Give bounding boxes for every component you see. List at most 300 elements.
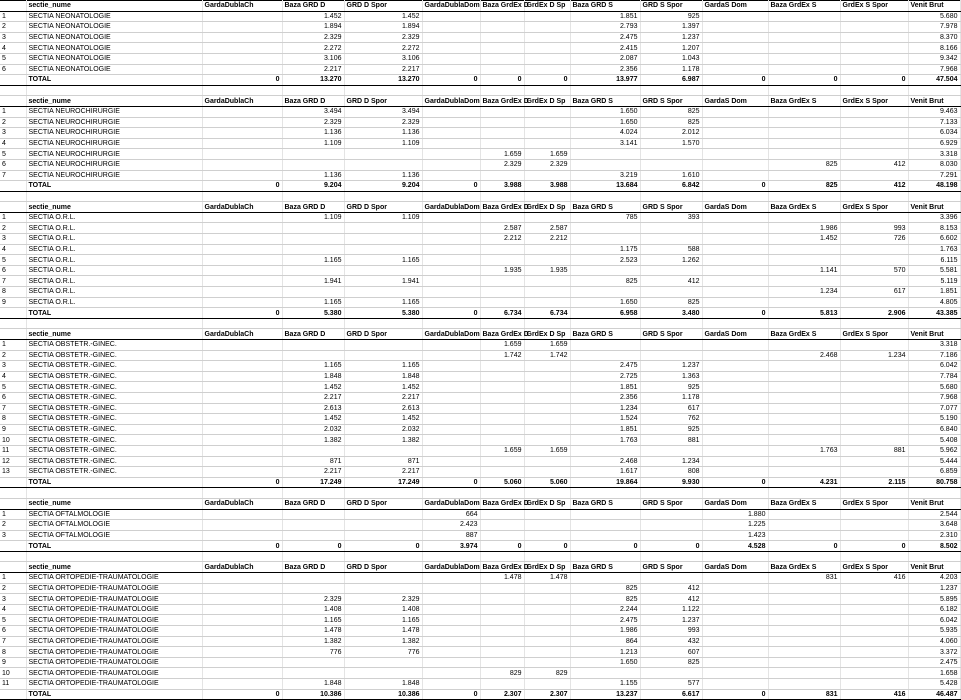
value-cell [480,64,524,75]
value-cell [702,583,768,594]
value-cell: 1.382 [282,435,344,446]
value-cell: 825 [570,276,640,287]
value-cell [640,265,702,276]
value-cell: 1.894 [282,22,344,33]
value-cell: 2.032 [344,424,422,435]
value-cell [840,255,908,266]
value-cell [702,234,768,245]
header-index-cell [0,329,26,340]
column-header: GrdEx D Sp [524,96,570,107]
section-name: SECTIA ORTOPEDIE-TRAUMATOLOGIE [26,668,202,679]
value-cell [768,117,840,128]
value-cell: 664 [422,509,480,520]
empty-cell [344,85,422,96]
empty-cell [344,318,422,329]
value-cell: 871 [344,456,422,467]
row-number: 4 [0,371,26,382]
value-cell [524,117,570,128]
value-cell: 2.272 [282,43,344,54]
value-cell: 1.225 [702,520,768,531]
header-index-cell [0,1,26,12]
value-cell [702,647,768,658]
column-header: Venit Brut [908,329,960,340]
value-cell [202,392,282,403]
value-cell [768,106,840,117]
row-number: 4 [0,244,26,255]
row-number: 9 [0,657,26,668]
value-cell: 825 [640,106,702,117]
column-header: Baza GRD D [282,329,344,340]
value-cell: 9.342 [908,53,960,64]
header-index-cell [0,562,26,573]
value-cell: 8.153 [908,223,960,234]
value-cell [422,234,480,245]
value-cell: 3.106 [344,53,422,64]
value-cell [768,657,840,668]
column-header: sectie_nume [26,1,202,12]
row-number: 3 [0,128,26,139]
row-number: 12 [0,456,26,467]
total-cell: 0 [768,541,840,552]
value-cell [702,170,768,181]
value-cell: 1.234 [570,403,640,414]
value-cell [422,456,480,467]
row-number: 6 [0,64,26,75]
value-cell [480,530,524,541]
empty-cell [282,85,344,96]
value-cell: 726 [840,234,908,245]
value-cell: 1.524 [570,414,640,425]
value-cell: 1.382 [344,435,422,446]
column-header: Baza GrdEx D [480,1,524,12]
column-header: Baza GRD D [282,96,344,107]
value-cell: 2.329 [344,594,422,605]
value-cell [480,255,524,266]
total-cell [0,75,26,86]
value-cell [702,456,768,467]
value-cell [202,657,282,668]
value-cell [480,392,524,403]
value-cell [702,106,768,117]
value-cell [344,340,422,351]
table-row [0,170,960,181]
total-row [0,689,960,700]
value-cell [524,636,570,647]
value-cell: 1.382 [344,636,422,647]
value-cell [422,32,480,43]
empty-cell [840,85,908,96]
total-cell: 0 [422,477,480,488]
empty-cell [570,318,640,329]
table-row [0,128,960,139]
row-number: 2 [0,117,26,128]
value-cell: 1.763 [768,445,840,456]
total-cell: 0 [202,541,282,552]
section-name: SECTIA OBSTETR.-GINEC. [26,414,202,425]
value-cell [840,594,908,605]
section-name: SECTIA OFTALMOLOGIE [26,520,202,531]
value-cell: 3.494 [344,106,422,117]
value-cell [480,371,524,382]
value-cell [640,509,702,520]
value-cell [840,456,908,467]
row-number: 3 [0,594,26,605]
total-cell: 0 [202,308,282,319]
value-cell: 1.659 [524,340,570,351]
value-cell: 2.217 [282,64,344,75]
table-row [0,583,960,594]
section-name: SECTIA ORTOPEDIE-TRAUMATOLOGIE [26,604,202,615]
total-cell: 0 [702,75,768,86]
value-cell [282,159,344,170]
row-number: 3 [0,530,26,541]
column-header: GardaDublaCh [202,498,282,509]
value-cell: 1.165 [344,297,422,308]
table-row [0,668,960,679]
value-cell: 1.423 [702,530,768,541]
value-cell: 1.363 [640,371,702,382]
value-cell: 925 [640,11,702,22]
section-name: SECTIA NEUROCHIRURGIE [26,149,202,160]
section-name: SECTIA ORTOPEDIE-TRAUMATOLOGIE [26,594,202,605]
value-cell [840,170,908,181]
value-cell [422,445,480,456]
value-cell [702,371,768,382]
value-cell [768,64,840,75]
column-header: GardaDublaCh [202,1,282,12]
value-cell [840,414,908,425]
value-cell: 829 [480,668,524,679]
value-cell [840,435,908,446]
value-cell: 2.725 [570,371,640,382]
value-cell [840,583,908,594]
empty-cell [840,318,908,329]
table-row [0,287,960,298]
value-cell [702,573,768,584]
table-row [0,435,960,446]
empty-cell [26,318,202,329]
value-cell: 1.165 [282,361,344,372]
column-header: sectie_nume [26,202,202,213]
value-cell [480,382,524,393]
value-cell: 3.318 [908,340,960,351]
value-cell [524,392,570,403]
total-row [0,477,960,488]
row-number: 8 [0,647,26,658]
value-cell: 1.478 [282,626,344,637]
total-label: TOTAL [26,181,202,192]
column-header: GardaS Dom [702,498,768,509]
value-cell [640,445,702,456]
value-cell: 1.109 [344,138,422,149]
value-cell [282,520,344,531]
value-cell [524,615,570,626]
value-cell [422,11,480,22]
value-cell [768,340,840,351]
value-cell [202,43,282,54]
value-cell [840,11,908,22]
total-cell: 5.813 [768,308,840,319]
empty-cell [570,191,640,202]
value-cell [640,530,702,541]
value-cell [570,287,640,298]
table-row [0,297,960,308]
value-cell: 7.978 [908,22,960,33]
section-name: SECTIA OFTALMOLOGIE [26,509,202,520]
value-cell [840,22,908,33]
empty-cell [768,191,840,202]
table-row [0,149,960,160]
section-name: SECTIA NEUROCHIRURGIE [26,117,202,128]
value-cell [282,265,344,276]
value-cell [480,361,524,372]
value-cell: 825 [570,583,640,594]
value-cell: 2.329 [282,594,344,605]
empty-cell [640,85,702,96]
value-cell: 1.452 [344,414,422,425]
value-cell [524,361,570,372]
value-cell [702,340,768,351]
value-cell [570,265,640,276]
section-name: SECTIA OBSTETR.-GINEC. [26,371,202,382]
column-header: Baza GrdEx D [480,202,524,213]
section-name: SECTIA O.R.L. [26,276,202,287]
section-name: SECTIA NEONATOLOGIE [26,64,202,75]
value-cell [480,138,524,149]
value-cell [344,149,422,160]
value-cell [422,53,480,64]
column-header: Venit Brut [908,498,960,509]
value-cell: 925 [640,382,702,393]
value-cell: 416 [840,573,908,584]
empty-cell [202,551,282,562]
row-number: 6 [0,626,26,637]
value-cell: 2.475 [570,361,640,372]
column-header: GrdEx D Sp [524,1,570,12]
value-cell [524,371,570,382]
value-cell: 412 [840,159,908,170]
value-cell: 6.042 [908,615,960,626]
total-cell: 5.060 [480,477,524,488]
value-cell: 1.207 [640,43,702,54]
empty-cell [422,318,480,329]
empty-cell [202,191,282,202]
value-cell [702,32,768,43]
value-cell: 1.986 [570,626,640,637]
empty-cell [480,488,524,499]
value-cell [524,604,570,615]
column-header: Venit Brut [908,96,960,107]
value-cell: 617 [840,287,908,298]
value-cell [840,128,908,139]
row-number: 2 [0,350,26,361]
total-cell: 4.231 [768,477,840,488]
value-cell: 6.859 [908,467,960,478]
column-header: Baza GrdEx D [480,96,524,107]
value-cell [202,668,282,679]
value-cell [480,456,524,467]
value-cell [480,647,524,658]
column-header: GardaDublaCh [202,202,282,213]
value-cell: 5.408 [908,435,960,446]
total-row [0,75,960,86]
total-cell [0,181,26,192]
value-cell: 1.848 [282,371,344,382]
total-cell: 412 [840,181,908,192]
total-cell: 0 [422,308,480,319]
value-cell [570,445,640,456]
column-header: GRD D Spor [344,329,422,340]
total-cell: 0 [422,181,480,192]
column-header: GrdEx D Sp [524,562,570,573]
value-cell: 5.680 [908,11,960,22]
value-cell [702,382,768,393]
value-cell: 3.141 [570,138,640,149]
column-header: GrdEx S Spor [840,498,908,509]
value-cell: 1.650 [570,117,640,128]
value-cell [422,371,480,382]
value-cell: 1.848 [344,371,422,382]
value-cell: 1.165 [344,255,422,266]
value-cell [702,392,768,403]
value-cell [840,149,908,160]
value-cell [202,170,282,181]
table-row [0,445,960,456]
total-cell: 6.734 [524,308,570,319]
value-cell [480,626,524,637]
table-row [0,234,960,245]
column-header: GrdEx D Sp [524,498,570,509]
value-cell: 2.087 [570,53,640,64]
section-name: SECTIA O.R.L. [26,234,202,245]
row-number: 5 [0,382,26,393]
column-header: Baza GRD D [282,1,344,12]
value-cell [524,106,570,117]
value-cell [702,22,768,33]
section-name: SECTIA OBSTETR.-GINEC. [26,456,202,467]
value-cell: 5.428 [908,679,960,690]
value-cell [840,657,908,668]
value-cell: 2.468 [768,350,840,361]
value-cell: 1.175 [570,244,640,255]
value-cell: 1.136 [282,170,344,181]
value-cell: 2.793 [570,22,640,33]
value-cell [344,520,422,531]
value-cell [282,573,344,584]
total-cell: 0 [702,477,768,488]
value-cell [840,297,908,308]
value-cell [524,414,570,425]
value-cell: 6.602 [908,234,960,245]
value-cell [344,445,422,456]
value-cell: 7.291 [908,170,960,181]
value-cell [702,117,768,128]
value-cell [640,149,702,160]
value-cell: 887 [422,530,480,541]
total-label: TOTAL [26,689,202,700]
value-cell [202,371,282,382]
empty-cell [0,551,26,562]
column-header: Venit Brut [908,202,960,213]
value-cell [768,138,840,149]
value-cell: 2.329 [282,117,344,128]
value-cell [422,392,480,403]
value-cell [282,287,344,298]
value-cell: 1.136 [344,170,422,181]
value-cell: 412 [640,583,702,594]
column-header: GardaDublaDom [422,202,480,213]
column-header: GRD D Spor [344,202,422,213]
value-cell: 2.244 [570,604,640,615]
column-header: GrdEx S Spor [840,96,908,107]
value-cell [524,212,570,223]
column-header: Venit Brut [908,1,960,12]
section-name: SECTIA O.R.L. [26,287,202,298]
value-cell [702,636,768,647]
value-cell [840,626,908,637]
value-cell [768,456,840,467]
value-cell: 4.060 [908,636,960,647]
value-cell: 5.581 [908,265,960,276]
section-name: SECTIA O.R.L. [26,297,202,308]
row-number: 11 [0,445,26,456]
value-cell [702,403,768,414]
empty-cell [524,191,570,202]
total-cell [0,308,26,319]
value-cell: 5.962 [908,445,960,456]
value-cell: 1.234 [640,456,702,467]
empty-cell [202,318,282,329]
spacer-row [0,318,960,329]
value-cell [702,149,768,160]
value-cell [344,287,422,298]
value-cell [702,594,768,605]
total-cell: 6.617 [640,689,702,700]
column-header: GrdEx S Spor [840,562,908,573]
value-cell [524,509,570,520]
value-cell [202,53,282,64]
value-cell [768,530,840,541]
empty-cell [26,191,202,202]
value-cell [202,509,282,520]
empty-cell [640,488,702,499]
total-cell: 0 [202,477,282,488]
value-cell [702,255,768,266]
value-cell: 1.763 [908,244,960,255]
value-cell: 1.408 [282,604,344,615]
value-cell: 617 [640,403,702,414]
value-cell: 925 [640,424,702,435]
total-cell: 46.487 [908,689,960,700]
column-header: GardaDublaDom [422,96,480,107]
empty-cell [344,488,422,499]
column-header: Baza GRD S [570,498,640,509]
table-row [0,456,960,467]
value-cell [524,435,570,446]
row-number: 11 [0,679,26,690]
empty-cell [640,318,702,329]
value-cell: 2.217 [282,467,344,478]
value-cell [422,297,480,308]
section-name: SECTIA ORTOPEDIE-TRAUMATOLOGIE [26,636,202,647]
table-row [0,361,960,372]
row-number: 5 [0,149,26,160]
row-number: 1 [0,340,26,351]
empty-cell [768,488,840,499]
value-cell: 3.648 [908,520,960,531]
value-cell [480,43,524,54]
value-cell [344,657,422,668]
